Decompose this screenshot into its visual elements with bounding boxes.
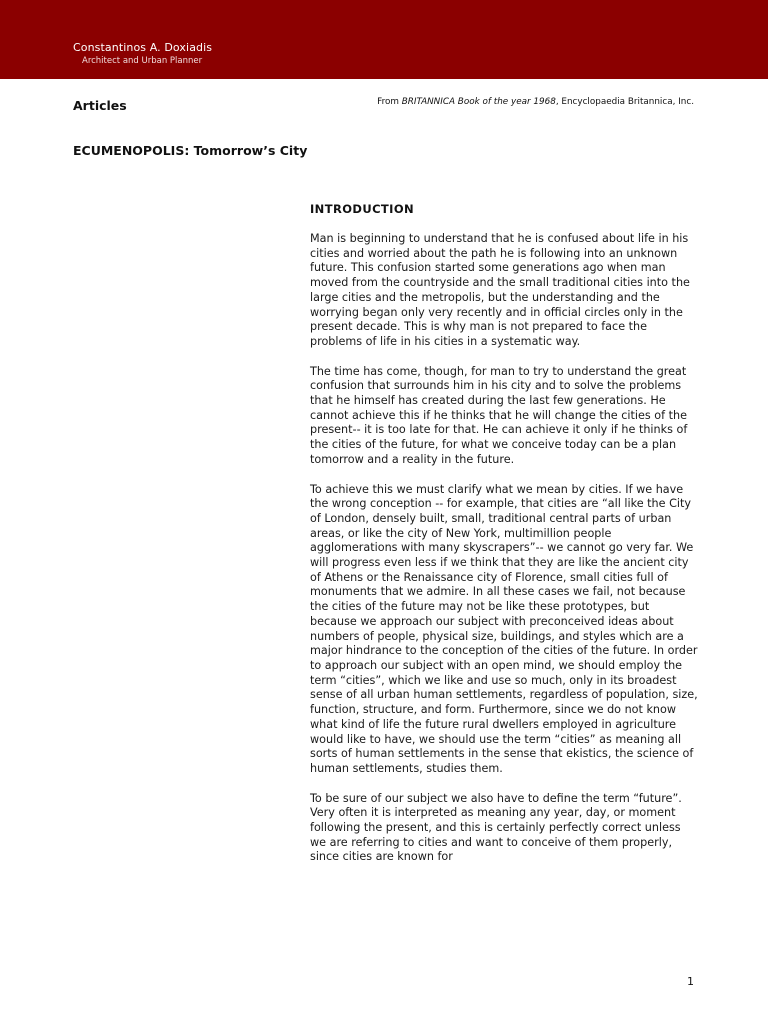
author-subtitle: Architect and Urban Planner — [82, 56, 203, 66]
section-label: Articles — [73, 98, 127, 113]
author-name: Constantinos A. Doxiadis — [73, 41, 213, 54]
source-suffix: , Encyclopaedia Britannica, Inc. — [555, 97, 694, 107]
paragraph: The time has come, though, for man to try to understand the great confusion that surrounds him in his city and to solve the problems that he himself has created during the last few generations. He cannot achieve this if he thinks that he will change the cities of the present-- it is too late for that. He can achieve it only if he thinks of the cities of the future, for what we conceive today can be a plan tomorrow and a reality in the future. — [310, 364, 688, 466]
article-title: ECUMENOPOLIS: Tomorrow’s City — [73, 143, 308, 158]
section-heading: INTRODUCTION — [310, 202, 415, 216]
paragraph: Man is beginning to understand that he is confused about life in his cities and worried about the path he is following into an unknown future. This confusion started some generations ago when man moved from the countryside and the small traditional cities into the large cities and the metropolis, but the understanding and the worrying began only very recently and in official circles only in the present decade. This is why man is not prepared to face the problems of life in his cities in a systematic way. — [310, 232, 690, 348]
source-citation — [377, 97, 694, 107]
paragraph: To be sure of our subject we also have to define the term “future”. Very often it is interpreted as meaning any year, day, or moment following the present, and this is certainly perfectly correct unless we are referring to cities and want to conceive of them properly, since cities are known for — [310, 791, 682, 864]
source-prefix: From — [377, 97, 402, 107]
header-banner — [0, 0, 768, 79]
article-body — [310, 202, 698, 880]
source-publication: BRITANNICA Book of the year 1968 — [401, 97, 556, 107]
page-number: 1 — [687, 975, 694, 988]
paragraph: To achieve this we must clarify what we mean by cities. If we have the wrong conception -- for example, that cities are “all like the City of London, densely built, small, traditional central parts of urban areas, or like the city of New York, multimillion people agglomerations with many skyscrapers”-- we cannot go very far. We will progress even less if we think that they are like the ancient city of Athens or the Renaissance city of Florence, small cities full of monuments that we admire. In all these cases we fail, not because the cities of the future may not be like these prototypes, but because we approach our subject with preconceived ideas about numbers of people, physical size, buildings, and styles which are a major hindrance to the conception of the cities of the future. In order to approach our subject with an open mind, we should employ the term “cities”, which we like and use so much, only in its broadest sense of all urban human settlements, regardless of population, size, function, structure, and form. Furthermore, since we do not know what kind of life the future rural dwellers employed in agriculture would like to have, we should use the term “cities” as meaning all sorts of human settlements in the sense that ekistics, the science of human settlements, studies them. — [310, 482, 698, 775]
